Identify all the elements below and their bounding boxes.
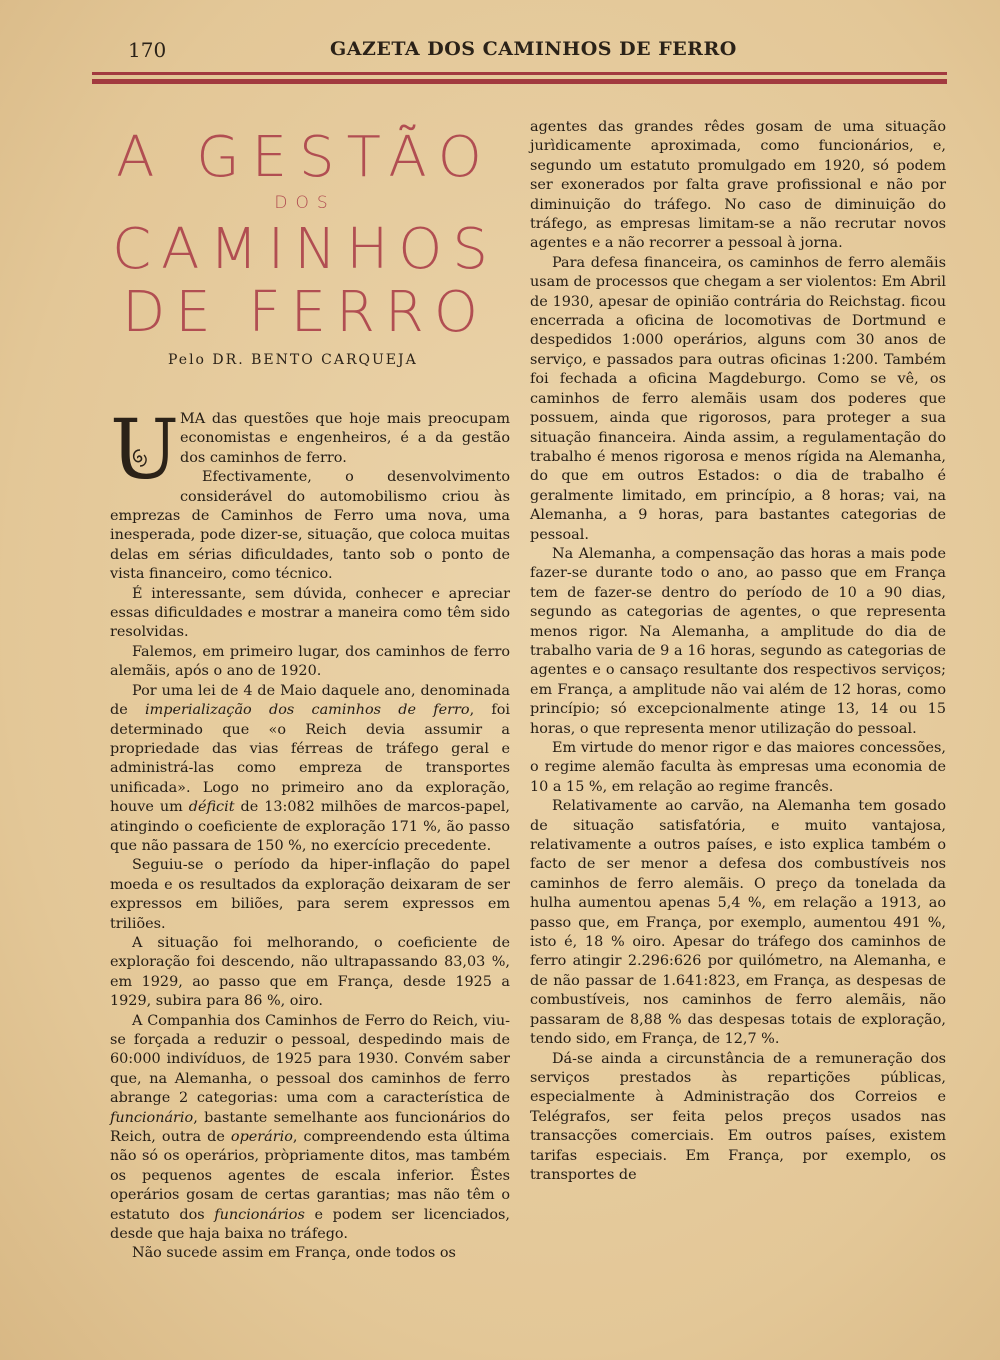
journal-title: GAZETA DOS CAMINHOS DE FERRO <box>330 38 737 60</box>
title-line-2: DOS <box>274 193 336 213</box>
title-line-3: CAMINHOS <box>112 217 498 282</box>
italic-term: operário <box>230 1129 293 1146</box>
italic-term: funcionário <box>110 1109 194 1126</box>
paragraph <box>110 682 510 857</box>
drop-cap-letter: U <box>110 403 180 498</box>
italic-term: imperialização dos caminhos de ferro <box>145 702 470 719</box>
paragraph: É interessante, sem dúvida, conhecer e apreciar essas dificuldades e mostrar a maneira como têm sido resolvidas. <box>110 585 510 641</box>
header-rule-thick <box>92 79 947 84</box>
text-run: A Companhia dos Caminhos de Ferro do Reich, viu-se forçada a reduzir o pessoal, despedindo mais de 60:000 indivíduos, de 1925 para 1930. Convém saber que, na Alemanha, o pessoal dos caminhos de ferro abrange 2 categorias: uma com a característica de <box>110 1012 510 1107</box>
opening-paragraph <box>110 403 510 585</box>
article-title <box>100 125 510 345</box>
paragraph: Não sucede assim em França, onde todos os <box>132 1245 456 1262</box>
paragraph: Para defesa financeira, os caminhos de ferro alemãis usam de processos que chegam a ser violentos: Em Abril de 1930, apesar de opinião contrária do Reichstag. ficou encerrada a oficina de locomotivas de Dortmund e despedidos 1:000 operários, alguns com 30 anos de serviço, e passados para outras oficinas 1:200. Também foi fechada a oficina Magdeburgo. Como se vê, os caminhos de ferro alemãis usam dos poderes que possuem, ainda que rigorosos, para proteger a sua situação financeira. Ainda assim, a regulamentação do trabalho é menos rigorosa e menos rígida na Alemanha, do que em outros Estados: o dia de trabalho é geralmente limitado, em princípio, a 8 horas; vai, na Alemanha, a 9 horas, para bastantes categorias de pessoal. <box>530 254 946 543</box>
paragraph: Em virtude do menor rigor e das maiores concessões, o regime alemão faculta às empresas uma economia de 10 a 15 %, em relação ao regime francês. <box>530 740 946 795</box>
left-column <box>110 403 511 1264</box>
lead-paragraph: MA das questões que hoje mais preocupam economistas e engenheiros, é a da gestão dos caminhos de ferro. <box>180 411 510 466</box>
text-run: , foi determinado que «o Reich devia assumir a propriedade das vias férreas de tráfego geral e administrá-las como empreza de transportes unificada». Logo no primeiro ano da exploração, houve um <box>110 702 511 816</box>
paragraph: Seguiu-se o período da hiper-inflação do papel moeda e os resultados da exploração deixaram de ser expressos em biliões, para serem expressos em triliões. <box>110 857 510 932</box>
drop-cap <box>110 403 180 498</box>
text-run: e podem ser licenciados, desde que haja baixa no tráfego. <box>110 1206 510 1243</box>
paragraph: agentes das grandes rêdes gosam de uma situação jurìdicamente aproximada, como funcionários, e, segundo um estatuto promulgado em 1920, só podem ser exonerados por falta grave profissional e não por diminuição do tráfego. No caso de diminuição do tráfego, as empresas limitam-se a não recrutar novos agentes e a não recorrer a pessoal à jorna. <box>530 119 946 252</box>
page-number: 170 <box>128 38 167 62</box>
paragraph: Falemos, em primeiro lugar, dos caminhos de ferro alemãis, após o ano de 1920. <box>110 643 510 680</box>
drop-cap-swirl-icon <box>128 446 152 470</box>
paragraph: Relativamente ao carvão, na Alemanha tem gosado de situação satisfatória, e muito vantajosa, relativamente a outros países, e isto explica também o facto de ser menor a defesa dos combustíveis nos caminhos de ferro alemãis. O preço da tonelada da hulha aumentou apenas 5,4 %, em relação a 1913, ao passo que, em França, por exemplo, aumentou 491 %, isto é, 18 % oiro. Apesar do tráfego dos caminhos de ferro atingir 2.296:626 por quilómetro, na Alemanha, e de não passar de 1.641:823, em França, as despesas de combustíveis, nos caminhos de ferro alemãis, não passaram de 8,88 % das despesas totais de exploração, tendo sido, em França, de 12,7 %. <box>530 798 946 1048</box>
italic-term: funcionários <box>214 1206 305 1223</box>
title-line-4: DE FERRO <box>122 280 488 345</box>
text-run: de 13:082 milhões de marcos-papel, atingindo o coeficiente de exploração 171 %, ão passo que não passara de 150 %, no exercício precedente. <box>110 799 510 854</box>
text-run: Por uma lei de 4 de Maio daquele ano, denominada de <box>110 682 510 719</box>
italic-term: déficit <box>188 799 235 816</box>
paragraph: Na Alemanha, a compensação das horas a mais pode fazer-se durante todo o ano, ao passo que em França tem de fazer-se dentro do período de 10 a 90 dias, segundo as categorias de agentes, o que representa menos rigor. Na Alemanha, a amplitude do dia de trabalho varia de 9 a 16 horas, segundo as categorias de agentes e o cansaço resultante dos respectivos serviços; em França, a amplitude não vai além de 12 horas, como princípio; só excepcionalmente atinge 13, 14 ou 15 horas, o que representa menor utilização do pessoal. <box>530 545 946 737</box>
paragraph: Dá-se ainda a circunstância de a remuneração dos serviços prestados às repartições públicas, especialmente à Administração dos Correios e Telégrafos, ser feita pelos preços usados nas transacções comerciais. Em outros países, existem tarifas especiais. Em França, por exemplo, os transportes de <box>530 1050 946 1183</box>
paragraph: Efectivamente, o desenvolvimento considerável do automobilismo criou às emprezas de Caminhos de Ferro uma nova, uma inesperada, pode dizer-se, situação, que coloca muitas delas em sérias dificuldades, tanto sob o ponto de vista financeiro, como técnico. <box>110 469 510 583</box>
right-column <box>530 118 946 1185</box>
paragraph: A situação foi melhorando, o coeficiente de exploração foi descendo, não ultrapassando 83,03 %, em 1929, ao passo que em França, desde 1925 a 1929, subira para 86 %, oiro. <box>110 934 510 1010</box>
page-header <box>100 34 950 64</box>
text-run: , compreendendo esta última não só os operários, pròpriamente ditos, mas também os pequenos agentes de escala inferior. Êstes operários gosam de certas garantias; mas não têm o estatuto dos <box>110 1129 510 1223</box>
article-byline: Pelo DR. BENTO CARQUEJA <box>168 352 418 368</box>
header-rule-thin <box>92 72 947 75</box>
text-run: , bastante semelhante aos funcionários do Reich, outra de <box>110 1109 510 1146</box>
title-line-1: A GESTÃO <box>116 125 494 190</box>
paragraph <box>110 1012 510 1245</box>
